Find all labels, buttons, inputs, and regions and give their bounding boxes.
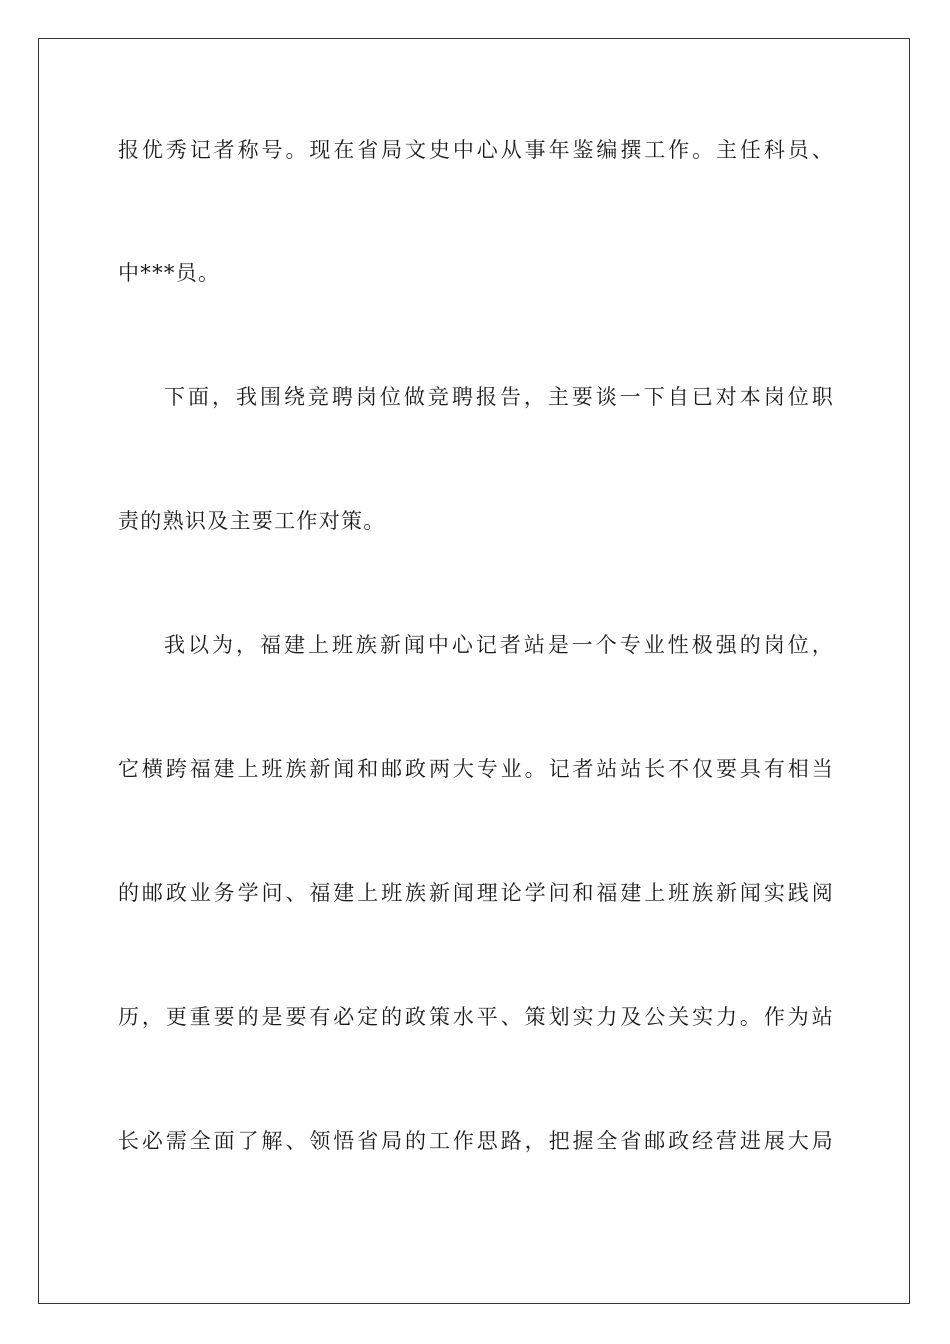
paragraph-line-2: 中***员。 xyxy=(118,261,221,285)
paragraph-line-4: 责的熟识及主要工作对策。 xyxy=(118,509,386,533)
paragraph-line-7: 的邮政业务学问、福建上班族新闻理论学问和福建上班族新闻实践阅 xyxy=(118,881,834,905)
paragraph-line-6: 它横跨福建上班族新闻和邮政两大专业。记者站站长不仅要具有相当 xyxy=(118,757,834,781)
paragraph-line-3: 下面，我围绕竞聘岗位做竞聘报告，主要谈一下自已对本岗位职 xyxy=(164,385,834,409)
page-border xyxy=(38,38,910,1304)
paragraph-line-5: 我以为，福建上班族新闻中心记者站是一个专业性极强的岗位， xyxy=(164,633,834,657)
paragraph-line-1: 报优秀记者称号。现在省局文史中心从事年鉴编撰工作。主任科员、 xyxy=(118,138,834,162)
paragraph-line-9: 长必需全面了解、领悟省局的工作思路，把握全省邮政经营进展大局 xyxy=(118,1129,834,1153)
paragraph-line-8: 历，更重要的是要有必定的政策水平、策划实力及公关实力。作为站 xyxy=(118,1005,834,1029)
